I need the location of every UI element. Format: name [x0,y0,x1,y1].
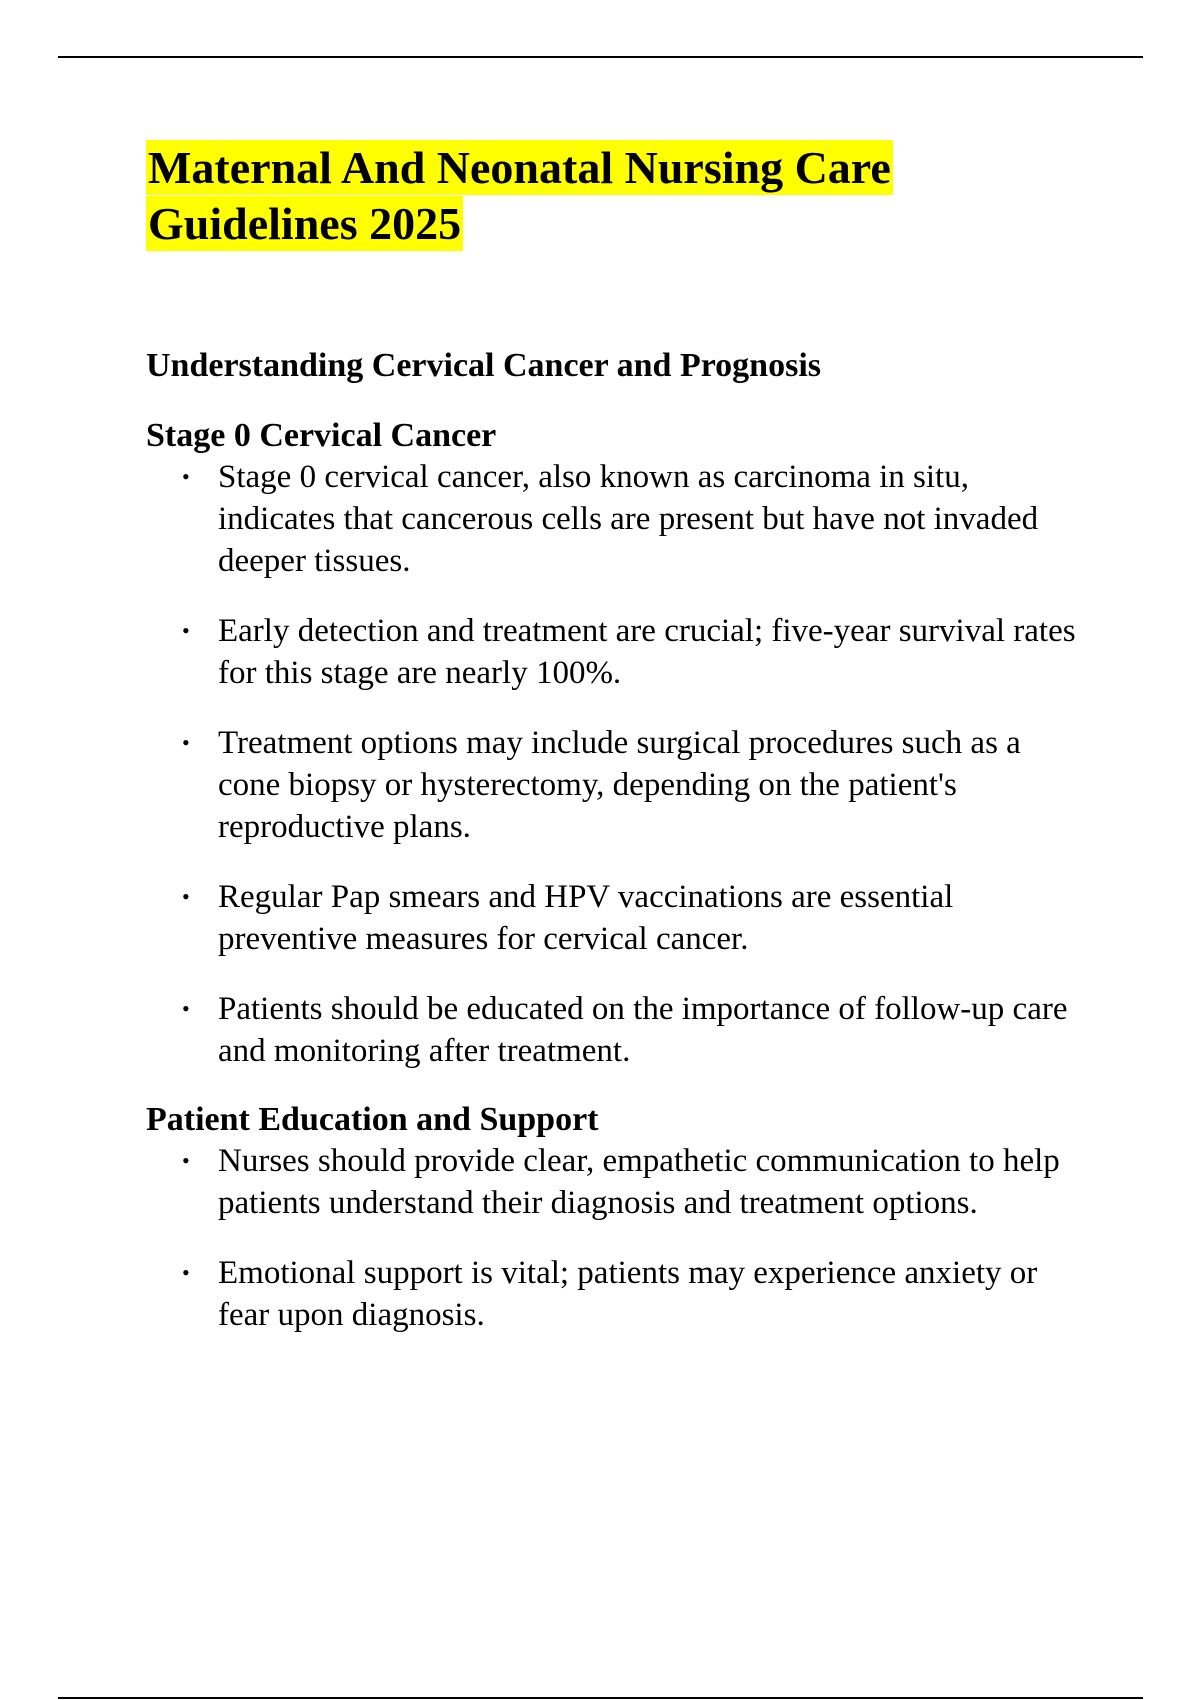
bullet-dot-icon: • [182,884,190,909]
bullet-list-patient-education [146,1140,1146,1336]
list-item-text: Patients should be educated on the importance of follow-up care and monitoring after treatment. [218,991,1068,1069]
list-item [146,610,1088,694]
list-item [146,988,1088,1072]
list-item [146,876,1088,960]
subsection-heading-patient-education: Patient Education and Support [146,1101,599,1138]
list-item-text: Treatment options may include surgical procedures such as a cone biopsy or hysterectomy, depending on the patient's reproductive plans. [218,725,1021,845]
bullet-dot-icon: • [182,464,190,489]
list-item [146,1140,1088,1224]
list-item [146,1252,1088,1336]
list-item-text: Regular Pap smears and HPV vaccinations are essential preventive measures for cervical cancer. [218,879,954,957]
list-item-text: Emotional support is vital; patients may experience anxiety or fear upon diagnosis. [218,1255,1038,1333]
list-item-text: Stage 0 cervical cancer, also known as carcinoma in situ, indicates that cancerous cells are present but have not invaded deeper tissues. [218,459,1039,579]
bullet-dot-icon: • [182,730,190,755]
bullet-list-stage-0 [146,456,1146,1072]
bullet-dot-icon: • [182,1260,190,1285]
list-item-text: Nurses should provide clear, empathetic communication to help patients understand their diagnosis and treatment options. [218,1143,1060,1221]
document-body [146,140,1146,1336]
title-highlight: Maternal And Neonatal Nursing Care Guidelines 2025 [148,142,891,249]
section-heading: Understanding Cervical Cancer and Prognosis [146,347,822,384]
bullet-dot-icon: • [182,1148,190,1173]
document-title [146,140,946,252]
bullet-dot-icon: • [182,618,190,643]
top-rule [58,56,1143,58]
subsection-heading-stage-0: Stage 0 Cervical Cancer [146,417,497,454]
list-item [146,722,1088,848]
list-item-text: Early detection and treatment are crucial; five-year survival rates for this stage are nearly 100%. [218,613,1076,691]
bullet-dot-icon: • [182,996,190,1021]
list-item [146,456,1088,582]
bottom-rule [58,1697,1143,1699]
